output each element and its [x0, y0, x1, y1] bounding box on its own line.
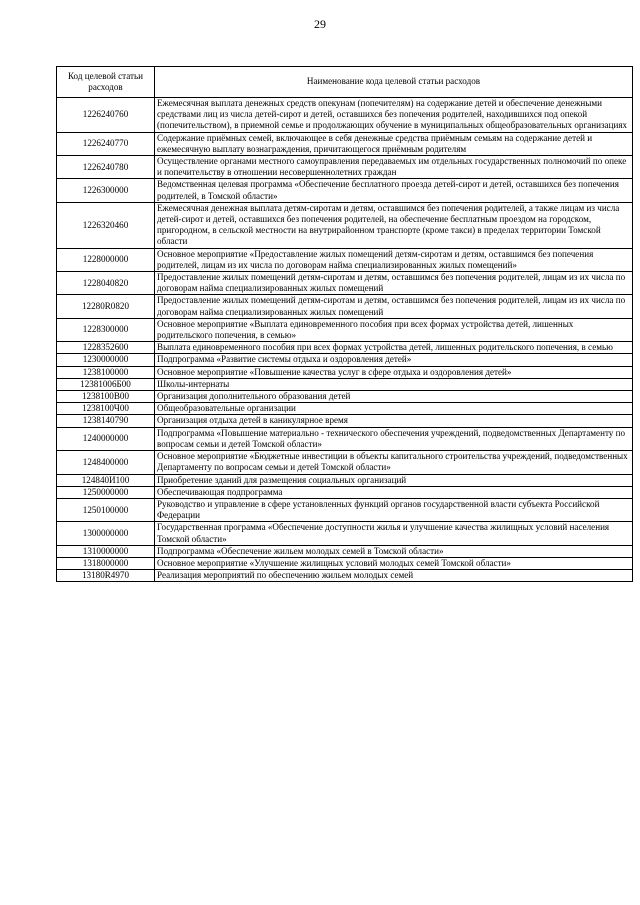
- row-code: 1250000000: [57, 486, 155, 498]
- row-code: 1238100000: [57, 366, 155, 378]
- row-name: Ежемесячная выплата денежных средств опекунам (попечителям) на содержание детей и обеспечение денежными средствами лиц из числа детей-сирот и детей, оставшихся без попечения родителей, находившихся под опекой (попечительством), в приемной семье и продолжающих обучение в муниципальных общеобразовательных организациях: [155, 98, 633, 133]
- row-code: 1250100000: [57, 498, 155, 521]
- row-code: 1248400000: [57, 451, 155, 474]
- row-name: Организация отдыха детей в каникулярное время: [155, 415, 633, 427]
- table-row: [57, 272, 633, 295]
- table-body: [57, 98, 633, 582]
- row-code: 1238140790: [57, 415, 155, 427]
- row-code: 1226320460: [57, 202, 155, 248]
- table-row: [57, 318, 633, 341]
- row-code: 13180R4970: [57, 570, 155, 582]
- table-row: [57, 366, 633, 378]
- row-code: 1230000000: [57, 354, 155, 366]
- table-row: [57, 486, 633, 498]
- row-name: Школы-интернаты: [155, 378, 633, 390]
- table-row: [57, 391, 633, 403]
- row-code: 1228300000: [57, 318, 155, 341]
- table-row: [57, 498, 633, 521]
- row-name: Предоставление жилых помещений детям-сиротам и детям, оставшимся без попечения родителей, лицам из их числа по договорам найма специализированных жилых помещений: [155, 295, 633, 318]
- table-row: [57, 354, 633, 366]
- row-name: Реализация мероприятий по обеспечению жильем молодых семей: [155, 570, 633, 582]
- row-name: Основное мероприятие «Выплата единовременного пособия при всех формах устройства детей, лишенных родительского попечения, в семью»: [155, 318, 633, 341]
- row-name: Основное мероприятие «Предоставление жилых помещений детям-сиротам и детям, оставшимся без попечения родителей, лицам из их числа по договорам найма специализированных жилых помещений»: [155, 248, 633, 271]
- header-code: Код целевой статьи расходов: [57, 67, 155, 98]
- table-row: [57, 179, 633, 202]
- table-row: [57, 474, 633, 486]
- table-row: [57, 156, 633, 179]
- row-name: Руководство и управление в сфере установленных функций органов государственной власти субъекта Российской Федерации: [155, 498, 633, 521]
- table-row: [57, 132, 633, 155]
- table-row: [57, 427, 633, 450]
- table-row: [57, 545, 633, 557]
- row-code: 1318000000: [57, 557, 155, 569]
- row-code: 1226300000: [57, 179, 155, 202]
- row-name: Основное мероприятие «Бюджетные инвестиции в объекты капитального строительства учреждений, подведомственных Департаменту по вопросам семьи и детей Томской области»: [155, 451, 633, 474]
- row-name: Подпрограмма «Обеспечение жильем молодых семей в Томской области»: [155, 545, 633, 557]
- row-code: 1238100Ч00: [57, 403, 155, 415]
- row-code: 1240000000: [57, 427, 155, 450]
- row-code: 1226240780: [57, 156, 155, 179]
- row-code: 12381006Б00: [57, 378, 155, 390]
- row-code: 1238100В00: [57, 391, 155, 403]
- page-number: 29: [314, 17, 326, 31]
- budget-codes-table: [56, 66, 633, 582]
- row-code: 1226240770: [57, 132, 155, 155]
- row-name: Общеобразовательные организации: [155, 403, 633, 415]
- table-row: [57, 248, 633, 271]
- table-row: [57, 522, 633, 545]
- row-name: Подпрограмма «Повышение материально - технического обеспечения учреждений, подведомственных Департаменту по вопросам семьи и детей Томской области»: [155, 427, 633, 450]
- row-name: Основное мероприятие «Улучшение жилищных условий молодых семей Томской области»: [155, 557, 633, 569]
- row-name: Предоставление жилых помещений детям-сиротам и детям, оставшимся без попечения родителей, лицам из их числа по договорам найма специализированных жилых помещений: [155, 272, 633, 295]
- row-code: 1228040820: [57, 272, 155, 295]
- row-name: Организация дополнительного образования детей: [155, 391, 633, 403]
- row-code: 12280R0820: [57, 295, 155, 318]
- row-code: 1228352600: [57, 342, 155, 354]
- row-name: Государственная программа «Обеспечение доступности жилья и улучшение качества жилищных условий населения Томской области»: [155, 522, 633, 545]
- table-row: [57, 378, 633, 390]
- row-name: Содержание приёмных семей, включающее в себя денежные средства приёмным семьям на содержание детей и ежемесячную выплату вознаграждения, причитающегося приёмным родителям: [155, 132, 633, 155]
- table-header-row: [57, 67, 633, 98]
- row-name: Ведомственная целевая программа «Обеспечение бесплатного проезда детей-сирот и детей, оставшихся без попечения родителей, в Томской области»: [155, 179, 633, 202]
- table-row: [57, 415, 633, 427]
- row-code: 124840И100: [57, 474, 155, 486]
- row-name: Подпрограмма «Развитие системы отдыха и оздоровления детей»: [155, 354, 633, 366]
- row-name: Основное мероприятие «Повышение качества услуг в сфере отдыха и оздоровления детей»: [155, 366, 633, 378]
- table-row: [57, 557, 633, 569]
- row-code: 1226240760: [57, 98, 155, 133]
- table-row: [57, 202, 633, 248]
- row-code: 1228000000: [57, 248, 155, 271]
- row-name: Осуществление органами местного самоуправления передаваемых им отдельных государственных полномочий по опеке и попечительству в отношении несовершеннолетних граждан: [155, 156, 633, 179]
- row-name: Выплата единовременного пособия при всех формах устройства детей, лишенных родительского попечения, в семью: [155, 342, 633, 354]
- row-name: Приобретение зданий для размещения социальных организаций: [155, 474, 633, 486]
- header-name: Наименование кода целевой статьи расходов: [155, 67, 633, 98]
- table-row: [57, 295, 633, 318]
- table-row: [57, 570, 633, 582]
- row-code: 1300000000: [57, 522, 155, 545]
- table-row: [57, 451, 633, 474]
- row-name: Обеспечивающая подпрограмма: [155, 486, 633, 498]
- row-name: Ежемесячная денежная выплата детям-сиротам и детям, оставшимся без попечения родителей, а также лицам из числа детей-сирот и детей, оставшихся без попечения родителей, на обеспечение бесплатным проездом на городском, пригородном, в сельской местности на внутрирайонном транспорте (кроме такси) в пределах территории Томской области: [155, 202, 633, 248]
- table-row: [57, 98, 633, 133]
- table-row: [57, 403, 633, 415]
- table-row: [57, 342, 633, 354]
- row-code: 1310000000: [57, 545, 155, 557]
